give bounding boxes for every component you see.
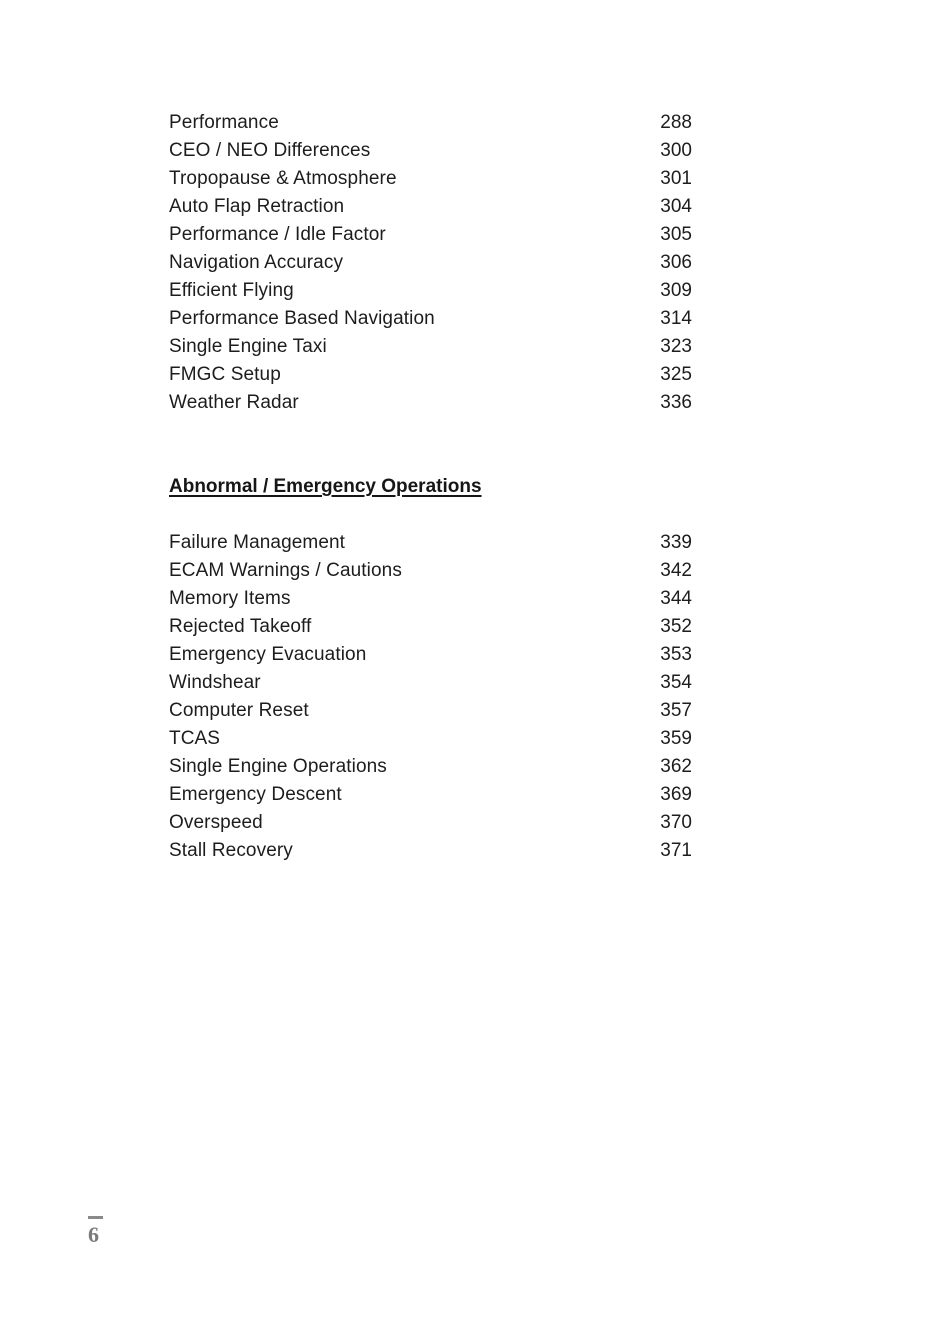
toc-entry-title: Navigation Accuracy — [169, 252, 344, 273]
toc-entry-page: 288 — [660, 112, 692, 133]
toc-entry-page: 370 — [660, 812, 692, 833]
toc-entry-title: Performance Based Navigation — [169, 308, 435, 329]
page-number: 6 — [88, 1222, 99, 1247]
toc-entry-page: 301 — [660, 168, 692, 189]
toc-entry-page: 339 — [660, 532, 692, 553]
toc-entry-title: Single Engine Taxi — [169, 336, 327, 357]
page-footer — [88, 1216, 103, 1246]
toc-entry — [169, 221, 692, 249]
toc-entry — [169, 389, 692, 417]
toc-entry-page: 342 — [660, 560, 692, 581]
toc-entry-page: 359 — [660, 728, 692, 749]
toc-entry-page: 309 — [660, 280, 692, 301]
toc-entry-title: Weather Radar — [169, 392, 299, 413]
toc-entry-title: Emergency Descent — [169, 784, 342, 805]
toc-entry-title: Efficient Flying — [169, 280, 294, 301]
toc-entry — [169, 137, 692, 165]
toc-entry-title: Failure Management — [169, 532, 346, 553]
toc-entry — [169, 305, 692, 333]
toc-entry-title: Overspeed — [169, 812, 263, 833]
toc-entry-page: 344 — [660, 588, 692, 609]
toc-entry-page: 323 — [660, 336, 692, 357]
toc-entry-title: ECAM Warnings / Cautions — [169, 560, 402, 581]
toc-entry-title: Stall Recovery — [169, 840, 293, 861]
toc-entry-page: 304 — [660, 196, 692, 217]
toc-entry — [169, 753, 692, 781]
toc-entry-page: 300 — [660, 140, 692, 161]
toc-entry-title: Auto Flap Retraction — [169, 196, 345, 217]
toc-entry — [169, 669, 692, 697]
toc-entry-page: 325 — [660, 364, 692, 385]
toc-entry — [169, 725, 692, 753]
section-items — [169, 529, 692, 865]
toc-entry — [169, 249, 692, 277]
toc-entry-title: Tropopause & Atmosphere — [169, 168, 397, 189]
toc-entry-page: 354 — [660, 672, 692, 693]
toc-entry — [169, 109, 692, 137]
toc-entry — [169, 837, 692, 865]
toc-entry — [169, 641, 692, 669]
toc — [169, 109, 692, 865]
toc-entry-title: Single Engine Operations — [169, 756, 387, 777]
toc-entry-page: 306 — [660, 252, 692, 273]
toc-entry — [169, 529, 692, 557]
toc-entry-page: 369 — [660, 784, 692, 805]
toc-entry-title: TCAS — [169, 728, 221, 749]
toc-entry-page: 336 — [660, 392, 692, 413]
toc-section — [169, 109, 692, 417]
toc-entry-title: Memory Items — [169, 588, 291, 609]
toc-entry — [169, 585, 692, 613]
toc-entry-page: 362 — [660, 756, 692, 777]
toc-entry — [169, 781, 692, 809]
section-items — [169, 109, 692, 417]
toc-entry-title: Windshear — [169, 672, 261, 693]
toc-entry-title: FMGC Setup — [169, 364, 281, 385]
toc-entry-title: CEO / NEO Differences — [169, 140, 371, 161]
toc-entry — [169, 809, 692, 837]
toc-entry-page: 371 — [660, 840, 692, 861]
toc-entry-title: Rejected Takeoff — [169, 616, 312, 637]
toc-entry-title: Emergency Evacuation — [169, 644, 367, 665]
toc-entry — [169, 193, 692, 221]
toc-entry — [169, 333, 692, 361]
toc-entry-page: 353 — [660, 644, 692, 665]
toc-entry — [169, 277, 692, 305]
toc-section — [169, 473, 692, 865]
toc-entry — [169, 613, 692, 641]
toc-entry-page: 352 — [660, 616, 692, 637]
toc-entry — [169, 361, 692, 389]
section-heading: Abnormal / Emergency Operations — [169, 476, 482, 497]
toc-entry — [169, 165, 692, 193]
toc-entry-page: 357 — [660, 700, 692, 721]
toc-entry-page: 305 — [660, 224, 692, 245]
toc-entry-title: Performance / Idle Factor — [169, 224, 386, 245]
footer-rule — [88, 1216, 103, 1219]
toc-entry-title: Computer Reset — [169, 700, 309, 721]
toc-entry-title: Performance — [169, 112, 279, 133]
toc-entry-page: 314 — [660, 308, 692, 329]
toc-entry — [169, 697, 692, 725]
toc-entry — [169, 557, 692, 585]
